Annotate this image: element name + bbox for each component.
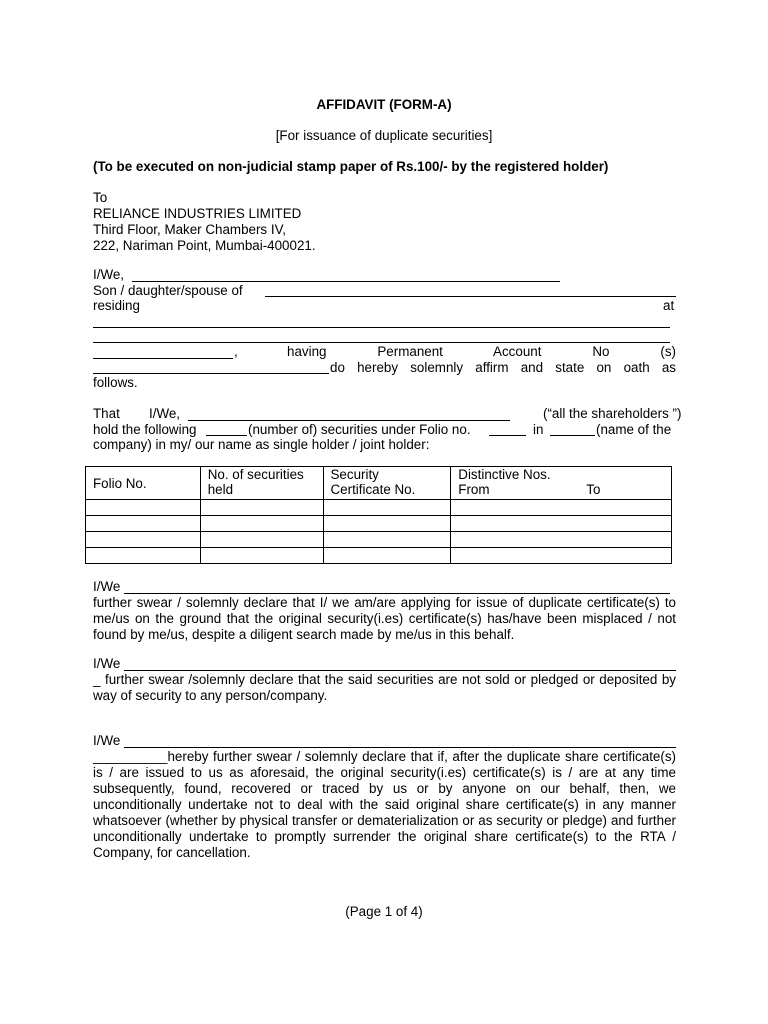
clause3-text: hereby further swear / solemnly declare that if, after the duplicate share certificate(s) is / are issued to us as aforesaid, the original security(i.es) certificate(s) is / are at any time subsequently, found, recovered or traced by us or by anyone on our behalf, then, we unconditionally undertake not to deal with the said original share certificate(s) in any manner whatsoever (whether by physical transfer or dematerialization or as security or pledge) and further unconditionally undertake to promptly surrender the original share certificate(s) to the RTA / Company, for cancellation. <box>93 749 676 860</box>
in-text: in <box>533 422 544 437</box>
clause2-iwe-label: I/We <box>93 656 121 671</box>
parent-name-field-line[interactable] <box>265 296 676 297</box>
cell-num-securities[interactable] <box>200 516 323 532</box>
header-to: To <box>586 482 601 497</box>
cell-distinctive[interactable] <box>451 516 672 532</box>
cell-folio[interactable] <box>86 548 201 564</box>
document-subtitle: [For issuance of duplicate securities] <box>275 128 493 143</box>
cell-folio[interactable] <box>86 516 201 532</box>
cell-certificate[interactable] <box>323 548 451 564</box>
header-distinctive <box>451 467 672 500</box>
address-field-line-2[interactable] <box>93 342 670 343</box>
address-line-2: 222, Nariman Point, Mumbai-400021. <box>93 238 316 253</box>
holding-iwe-label: I/We, <box>149 406 181 421</box>
that-text: That <box>93 406 120 421</box>
cell-distinctive[interactable] <box>451 548 672 564</box>
clause3-lead-blank[interactable]: __________ <box>93 749 168 764</box>
permanent-text: Permanent <box>377 344 443 359</box>
cell-certificate[interactable] <box>323 516 451 532</box>
affirm-text: do hereby solemnly affirm and state on oath as <box>330 360 676 375</box>
document-title: AFFIDAVIT (FORM-A) <box>316 97 452 112</box>
table-row <box>86 548 672 564</box>
cell-folio[interactable] <box>86 500 201 516</box>
header-num-securities <box>200 467 323 500</box>
hold-following-text: hold the following <box>93 422 197 437</box>
cell-certificate[interactable] <box>323 532 451 548</box>
clause1-iwe-label: I/We <box>93 579 121 594</box>
no-text: No <box>592 344 610 359</box>
clause3-paragraph <box>93 749 676 861</box>
residing-label: residing <box>93 298 140 313</box>
header-from: From <box>458 482 490 497</box>
header-num-securities-line2: held <box>207 482 234 497</box>
pan-field-line[interactable] <box>93 373 329 374</box>
header-certificate-line2: Certificate No. <box>330 482 416 497</box>
address-field-line-1[interactable] <box>93 327 670 328</box>
clause3-iwe-label: I/We <box>93 733 121 748</box>
header-from-to <box>458 482 671 497</box>
comma-text: , <box>234 344 238 359</box>
number-field-line[interactable] <box>206 435 247 436</box>
having-text: having <box>287 344 327 359</box>
shareholders-field-line[interactable] <box>188 420 510 421</box>
clause2-text: _ further swear /solemnly declare that the said securities are not sold or pledged or deposited by way of security to any person/company. <box>93 672 676 703</box>
table-row <box>86 516 672 532</box>
header-folio: Folio No. <box>86 467 201 500</box>
table-header-row <box>86 467 672 500</box>
clause3-name-line[interactable] <box>124 747 676 748</box>
folio-field-line[interactable] <box>489 435 526 436</box>
securities-table <box>85 466 672 564</box>
clause1-name-line[interactable] <box>124 593 670 594</box>
address-block <box>93 190 316 254</box>
company-name-field-line[interactable] <box>550 435 595 436</box>
cell-num-securities[interactable] <box>200 548 323 564</box>
table-row <box>86 500 672 516</box>
name-field-line[interactable] <box>132 281 560 282</box>
all-shareholders-text: (“all the shareholders ”) <box>543 406 682 421</box>
cell-distinctive[interactable] <box>451 532 672 548</box>
pan-line <box>287 344 676 359</box>
iwe-label: I/We, <box>93 267 125 282</box>
cell-folio[interactable] <box>86 532 201 548</box>
cell-num-securities[interactable] <box>200 532 323 548</box>
number-of-text: (number of) securities under Folio no. <box>248 422 471 437</box>
name-of-the-text: (name of the <box>596 422 672 437</box>
clause1-text: further swear / solemnly declare that I/ we am/are applying for issue of duplicate certificate(s) to me/us on the ground that the original security(i.es) certificate(s) has/have been misplaced / not found by me/us, despite a diligent search made by me/us in this behalf. <box>93 595 676 642</box>
follows-text: follows. <box>93 375 138 390</box>
header-certificate <box>323 467 451 500</box>
page-number: (Page 1 of 4) <box>345 904 423 919</box>
clause2-name-line[interactable] <box>124 670 676 671</box>
son-daughter-label: Son / daughter/spouse of <box>93 283 243 298</box>
table-row <box>86 532 672 548</box>
account-text: Account <box>493 344 542 359</box>
address-company: RELIANCE INDUSTRIES LIMITED <box>93 206 302 221</box>
company-holder-text: company) in my/ our name as single holder / joint holder: <box>93 437 430 452</box>
s-text: (s) <box>660 344 676 359</box>
cell-certificate[interactable] <box>323 500 451 516</box>
stamp-paper-instruction: (To be executed on non-judicial stamp paper of Rs.100/- by the registered holder) <box>93 159 609 174</box>
address-line-1: Third Floor, Maker Chambers IV, <box>93 222 286 237</box>
at-label: at <box>663 298 675 313</box>
address-to: To <box>93 190 108 205</box>
cell-num-securities[interactable] <box>200 500 323 516</box>
header-certificate-line1: Security <box>330 467 379 482</box>
cell-distinctive[interactable] <box>451 500 672 516</box>
header-distinctive-label: Distinctive Nos. <box>458 467 551 482</box>
address-field-line-3[interactable] <box>93 358 233 359</box>
header-num-securities-line1: No. of securities <box>207 467 304 482</box>
